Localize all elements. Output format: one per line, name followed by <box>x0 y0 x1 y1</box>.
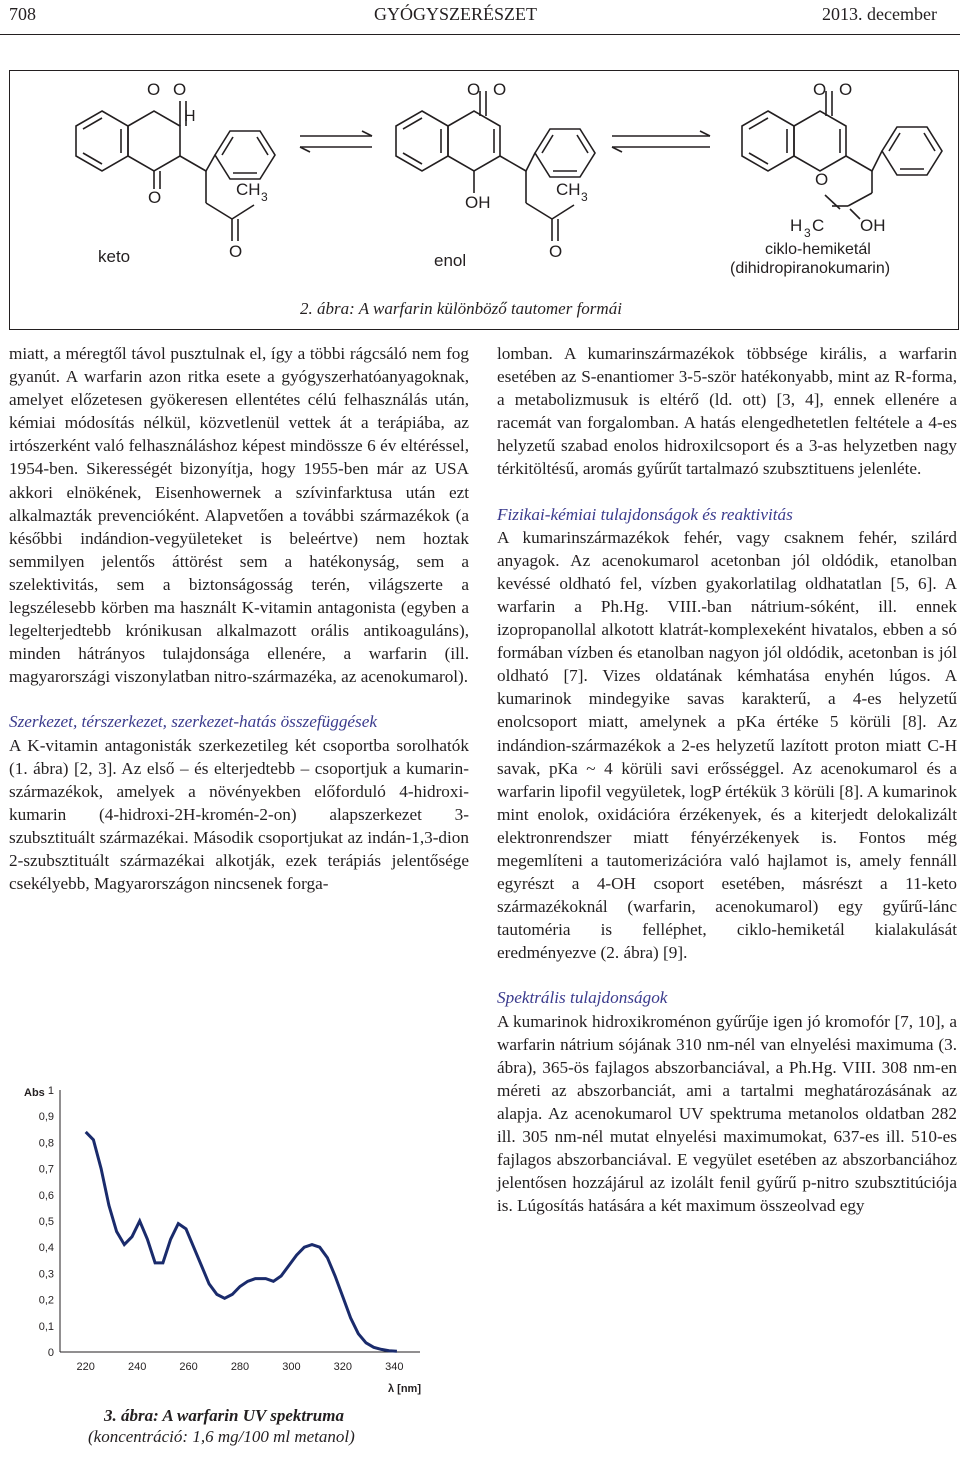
section-heading-spectral: Spektrális tulajdonságok <box>497 988 668 1008</box>
x-axis-label: λ [nm] <box>388 1383 421 1395</box>
svg-text:CH: CH <box>236 180 261 199</box>
x-tick-label: 260 <box>179 1361 198 1373</box>
right-column <box>497 342 957 1217</box>
x-tick-label: 320 <box>333 1361 353 1373</box>
keto-label: keto <box>98 247 131 266</box>
svg-text:3: 3 <box>581 190 588 204</box>
tautomer-structures <box>10 71 958 329</box>
left-paragraph-2: A K-vitamin antagonisták szerkezetileg két csoportba sorolhatók (1. ábra) [2, 3]. Az első – és elterjedtebb – csoportjuk a kumarin-származékok, amelyek a növényekben előforduló 4-hidroxi-kumarin (4-hidroxi-2H-kromén-2-on) alapszerkezet 3-szubsztituált származékai. Második csoportjukat az indán-1,3-dion 2-szubsztituált származékai alkotják, ezek terápiás jelentősége csekélyebb, Magyarországon nincsenek forga- <box>9 735 469 894</box>
right-paragraph-1: lomban. A kumarinszármazékok többsége királis, a warfarin esetében az S-enantiomer 3-5-ször hatékonyabb, mint az R-forma, a metabolizmusuk is eltérő (ld. ott) [3, 4], ennek ellenére a racemát van forgalomban. A hatás elengedhetetlen feltétele a 4-es helyzetű szabad enolos hidroxilcsoport és a 3-as helyzetben nagy térkitöltésű, aromás gyűrűt tartalmazó szubsztituens jelenléte. <box>497 344 957 479</box>
svg-text:CH: CH <box>556 180 581 199</box>
y-tick-label: 0,8 <box>38 1137 54 1150</box>
left-paragraph-1: miatt, a méregtől távol pusztulnak el, így a többi rágcsáló nem fog gyanút. A warfarin azon ritka esete a gyógyszerhatóanyagoknak, amelyet előzetesen gyökeresen ellentétes célú felhasználás után, kémiai módosítás nélkül, közvetlenül vettek át a terápiába, az irtószerként való felhasználáshoz képest mindössze 6 év eltéréssel, 1954-ben. Sikerességét bizonyítja, hogy 1955-ben már az USA akkori elnökének, Eisenhowernek a szívinfarktusa után ezt alkalmazták prevencióként. Alapvetően a további származékok (a későbbi indándion-vegyületeket is beleértve) nem hoztak semmilyen jelentős áttörést sem a hatékonyság, sem a szelektivitás, sem a biztonságosság terén, világszerte a legszélesebb körben ma használt K-vitamin antagonista (egyben a legelterjedtebb krónikusan alkalmazott orális antikoaguláns), minden hátrányos tulajdonsága ellenére, a warfarin (ill. magyarországi viszonylatban nitro-származéka, az acenokumarol). <box>9 344 469 687</box>
y-tick-label: 0,3 <box>38 1268 54 1281</box>
svg-text:3: 3 <box>261 190 268 204</box>
figure-2-box <box>9 70 959 330</box>
y-tick-label: 0,1 <box>38 1320 54 1333</box>
svg-text:O: O <box>467 80 481 99</box>
x-tick-label: 220 <box>76 1361 95 1373</box>
section-heading-physchem: Fizikai-kémiai tulajdonságok és reaktivitás <box>497 504 793 524</box>
issue-date: 2013. december <box>822 4 937 24</box>
page-number: 708 <box>9 4 36 24</box>
section-heading-structure: Szerkezet, térszerkezet, szerkezet-hatás összefüggések <box>9 712 378 732</box>
y-tick-label: 0,4 <box>38 1242 54 1255</box>
figure-3 <box>20 1072 450 1472</box>
header-rule <box>0 34 960 35</box>
figure-3-caption-1: 3. ábra: A warfarin UV spektruma <box>104 1406 344 1425</box>
svg-text:H: H <box>790 216 803 235</box>
svg-text:O: O <box>815 170 829 189</box>
y-tick-label: 0,9 <box>38 1111 54 1124</box>
svg-text:O: O <box>148 188 162 207</box>
svg-text:O: O <box>173 80 187 99</box>
y-axis-label: Abs <box>24 1087 45 1099</box>
y-tick-label: 0 <box>47 1347 54 1359</box>
figure-2-caption: 2. ábra: A warfarin különböző tautomer formái <box>300 299 622 318</box>
right-paragraph-3: A kumarinok hidroxikroménon gyűrűje igen jó kromofór [7, 10], a warfarin nátrium sójának 310 nm-nél van elnyelési maximuma (3. ábra), 365-ös fajlagos abszorbanciával, a Ph.Hg. VIII. 308 nm-en méreti az abszorbanciát, ami a tartalmi meghatározásának az alapja. Az acenokumarol UV spektruma metanolos oldatban 282 ill. 305 nm-nél mutat elnyelési maximumokat, 637-es ill. 510-es fajlagos abszorbanciával. E vegyület esetében az abszorbanciához jelentősen hozzájárul az izolált fenil gyűrű p-nitro szubsztitúciója is. Lúgosítás hatására a két maximum összeolvad egy <box>497 1011 957 1216</box>
cyclo-label-2: (dihidropiranokumarin) <box>730 260 891 277</box>
x-tick-label: 300 <box>282 1361 301 1373</box>
svg-text:OH: OH <box>860 216 886 235</box>
svg-text:O: O <box>493 80 507 99</box>
svg-text:O: O <box>549 242 563 261</box>
y-tick-label: 0,7 <box>38 1163 54 1176</box>
left-column <box>9 342 469 895</box>
svg-text:H: H <box>184 108 196 125</box>
enol-label: enol <box>434 251 467 270</box>
journal-title: GYÓGYSZERÉSZET <box>374 4 537 24</box>
svg-text:O: O <box>147 80 161 99</box>
y-tick-label: 0,5 <box>38 1216 54 1228</box>
uv-spectrum-chart <box>20 1072 450 1402</box>
svg-text:3: 3 <box>804 226 811 240</box>
svg-text:O: O <box>839 80 853 99</box>
y-tick-label: 0,2 <box>38 1294 54 1307</box>
cyclo-label-1: ciklo-hemiketál <box>765 241 871 258</box>
figure-3-caption-2: (koncentráció: 1,6 mg/100 ml metanol) <box>88 1427 355 1446</box>
svg-text:C: C <box>812 216 825 235</box>
x-tick-label: 280 <box>230 1361 250 1373</box>
spectrum-line <box>86 1132 397 1351</box>
svg-text:O: O <box>229 242 243 261</box>
x-tick-label: 240 <box>127 1361 147 1373</box>
y-tick-label: 1 <box>47 1085 54 1097</box>
right-paragraph-2: A kumarinszármazékok fehér, vagy csaknem fehér, szilárd anyagok. Az acenokumarol acetonban jól oldódik, etanolban kevéssé oldható fel, vízben gyakorlatilag oldhatatlan [5, 6]. A warfarin a Ph.Hg. VIII.-ban nátrium-sóként, ill. ennek izopropanollal alkotott klatrát-komplexeként hivatalos, ebben a só formában vízben és etanolban nagyon jól oldódik, acetonban is jól oldható [7]. Vizes oldatának kémhatása enyhén lúgos. A kumarinok mindegyike savas karakterű, a 4-es helyzetű enolcsoport miatt, amelynek a pKa értéke 5 körüli [8]. Az indándion-származékok a 2-es helyzetű lazított proton miatt C-H savak, pKa ~ 4 körüli savi erősséggel. Az acenokumarol és a warfarin lipofil vegyületek, logP értékük 3 körüli [8]. A kumarinok mint enolok, oxidációra érzékenyek, és a kiterjedt delokalizált elektronrendszer miatt fényérzékenyek is. Fontos még megemlíteni a tautomerizációra való hajlamot is, amely fennáll egyrészt a 4-OH csoport esetében, másrészt a 11-keto származékoknál (warfarin, acenokumarol) egy gyűrű-lánc tautoméria is felléphet, ciklo-hemiketál kialakulását eredményezve (2. ábra) [9]. <box>497 527 957 963</box>
svg-text:OH: OH <box>465 193 491 212</box>
y-tick-label: 0,6 <box>38 1189 54 1202</box>
x-tick-label: 340 <box>385 1361 404 1373</box>
svg-text:O: O <box>813 80 827 99</box>
